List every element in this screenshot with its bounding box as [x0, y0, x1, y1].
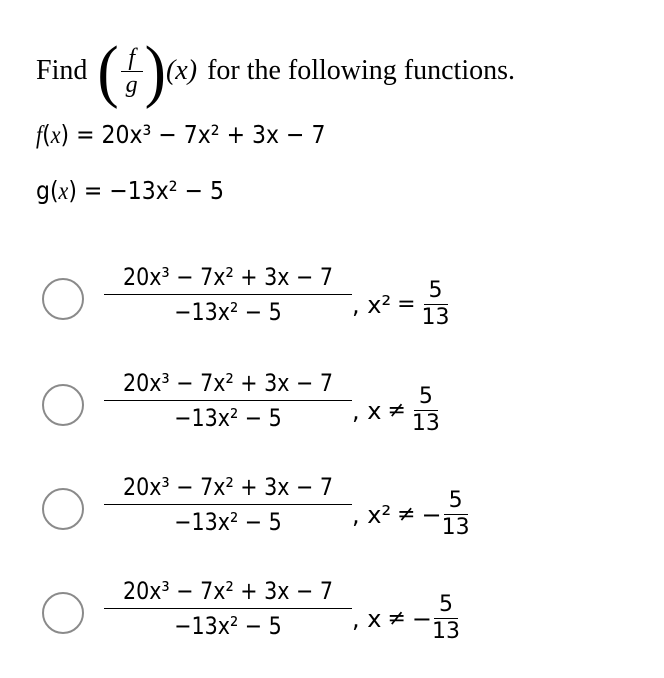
prompt-text: for the following functions.	[207, 55, 516, 86]
f-expression: 20x³ − 7x² + 3x − 7	[101, 120, 326, 149]
condition-negative: −	[411, 604, 433, 633]
radio-button[interactable]	[42, 278, 84, 320]
option-condition: , x ≠ 5 13	[352, 384, 440, 436]
condition-denominator: 13	[421, 305, 450, 330]
option-fraction	[104, 576, 352, 641]
condition-fraction	[412, 386, 440, 435]
condition-variable: x²	[367, 290, 392, 319]
answer-option-4[interactable]	[40, 566, 640, 654]
option-condition: , x ≠ − 5 13	[352, 592, 461, 644]
condition-numerator: 5	[428, 278, 443, 303]
answer-option-3[interactable]	[40, 462, 640, 550]
condition-numerator: 5	[448, 488, 463, 513]
option-denominator: −13x² − 5	[174, 404, 282, 432]
option-numerator: 20x³ − 7x² + 3x − 7	[122, 369, 334, 397]
condition-numerator: 5	[439, 592, 454, 617]
condition-variable: x	[367, 604, 382, 633]
fraction-bar	[104, 400, 352, 401]
option-denominator: −13x² − 5	[174, 298, 282, 326]
option-condition: , x² ≠ − 5 13	[352, 488, 470, 540]
f-over-g-fraction	[121, 45, 143, 98]
condition-sign: ≠	[397, 502, 416, 527]
condition-denominator: 13	[432, 619, 461, 644]
right-paren: )	[144, 31, 166, 110]
option-fraction	[104, 368, 352, 433]
fraction-bar	[104, 504, 352, 505]
g-expression: −13x² − 5	[109, 176, 225, 205]
option-denominator: −13x² − 5	[174, 612, 282, 640]
option-numerator: 20x³ − 7x² + 3x − 7	[122, 473, 334, 501]
option-condition: , x² = 5 13	[352, 278, 450, 330]
question-prompt	[36, 31, 516, 110]
option-numerator: 20x³ − 7x² + 3x − 7	[122, 577, 334, 605]
option-fraction	[104, 262, 352, 327]
condition-denominator: 13	[411, 411, 440, 436]
option-numerator: 20x³ − 7x² + 3x − 7	[122, 263, 334, 291]
radio-button[interactable]	[42, 592, 84, 634]
fraction-bar	[104, 608, 352, 609]
find-word: Find	[36, 55, 88, 86]
condition-variable: x	[367, 396, 382, 425]
condition-sign: =	[397, 292, 416, 317]
option-denominator: −13x² − 5	[174, 508, 282, 536]
radio-button[interactable]	[42, 488, 84, 530]
condition-negative: −	[421, 500, 442, 529]
answer-option-2[interactable]	[40, 358, 640, 446]
condition-fraction	[442, 490, 470, 539]
condition-variable: x²	[367, 500, 392, 529]
function-argument: (x)	[165, 55, 198, 86]
condition-denominator: 13	[441, 515, 470, 540]
left-paren: (	[97, 31, 119, 110]
f-definition: f(x) = 20x³ − 7x² + 3x − 7	[36, 120, 326, 149]
condition-sign: ≠	[387, 606, 406, 631]
condition-numerator: 5	[418, 384, 433, 409]
condition-fraction	[422, 280, 450, 329]
condition-sign: ≠	[387, 398, 406, 423]
fraction-numerator: f	[128, 44, 135, 71]
fraction-denominator: g	[125, 71, 138, 98]
radio-button[interactable]	[42, 384, 84, 426]
condition-fraction	[432, 594, 460, 643]
option-fraction	[104, 472, 352, 537]
g-definition: g(x) = −13x² − 5	[36, 176, 225, 205]
answer-option-1[interactable]	[40, 252, 640, 340]
fraction-bar	[104, 294, 352, 295]
